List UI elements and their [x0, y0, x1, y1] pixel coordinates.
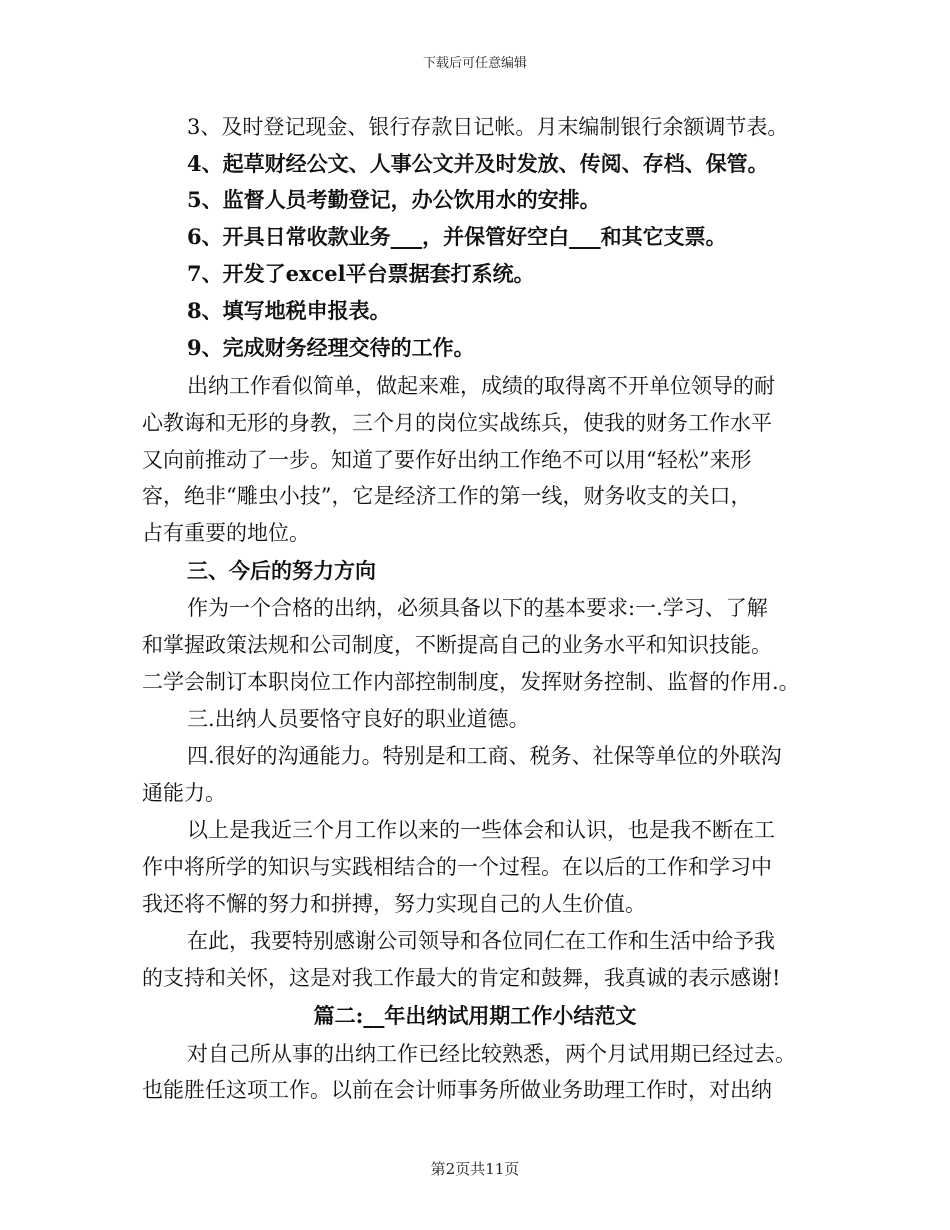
paragraph-line: 三.出纳人员要恪守良好的职业道德。	[187, 707, 530, 731]
list-item: 8、填写地税申报表。	[187, 298, 391, 323]
paragraph-line: 占有重要的地位。	[142, 521, 310, 545]
list-item: 9、完成财务经理交待的工作。	[187, 335, 475, 360]
paragraph-line: 和掌握政策法规和公司制度，不断提高自己的业务水平和知识技能。	[142, 633, 772, 657]
paragraph-line: 容，绝非“雕虫小技”，它是经济工作的第一线，财务收支的关口，	[142, 484, 752, 508]
list-item: 6、开具日常收款业务___，并保管好空白___和其它支票。	[187, 224, 727, 249]
paragraph-line: 四.很好的沟通能力。特别是和工商、税务、社保等单位的外联沟	[187, 744, 782, 768]
paragraph-line: 我还将不懈的努力和拼搏，努力实现自己的人生价值。	[142, 892, 646, 916]
page-header: 下载后可任意编辑	[422, 56, 527, 71]
paragraph-line: 也能胜任这项工作。以前在会计师事务所做业务助理工作时，对出纳	[142, 1078, 772, 1102]
paragraph-line: 出纳工作看似简单，做起来难，成绩的取得离不开单位领导的耐	[187, 374, 775, 398]
page-footer: 第2页共11页	[430, 1160, 520, 1178]
paragraph-line: 在此，我要特别感谢公司领导和各位同仁在工作和生活中给予我	[187, 929, 775, 953]
article-title: 篇二:__年出纳试用期工作小结范文	[313, 1003, 637, 1028]
paragraph-line: 以上是我近三个月工作以来的一些体会和认识，也是我不断在工	[187, 818, 775, 842]
paragraph-line: 的支持和关怀，这是对我工作最大的肯定和鼓舞，我真诚的表示感谢!	[142, 966, 781, 990]
list-item: 4、起草财经公文、人事公文并及时发放、传阅、存档、保管。	[187, 151, 769, 176]
section-heading: 三、今后的努力方向	[187, 558, 376, 583]
list-item: 7、开发了excel平台票据套打系统。	[187, 261, 535, 286]
paragraph-line: 通能力。	[142, 781, 226, 805]
paragraph-line: 作为一个合格的出纳，必须具备以下的基本要求:一.学习、了解	[187, 596, 768, 620]
paragraph-line: 又向前推动了一步。知道了要作好出纳工作绝不可以用“轻松”来形	[142, 448, 752, 472]
list-item: 3、及时登记现金、银行存款日记帐。月末编制银行余额调节表。	[187, 115, 789, 139]
paragraph-line: 心教诲和无形的身教，三个月的岗位实战练兵，使我的财务工作水平	[142, 411, 772, 435]
paragraph-line: 作中将所学的知识与实践相结合的一个过程。在以后的工作和学习中	[142, 855, 772, 879]
list-item: 5、监督人员考勤登记，办公饮用水的安排。	[187, 187, 601, 212]
paragraph-line: 对自己所从事的出纳工作已经比较熟悉，两个月试用期已经过去。	[187, 1042, 796, 1066]
paragraph-line: 二学会制订本职岗位工作内部控制制度，发挥财务控制、监督的作用.。	[142, 670, 800, 694]
